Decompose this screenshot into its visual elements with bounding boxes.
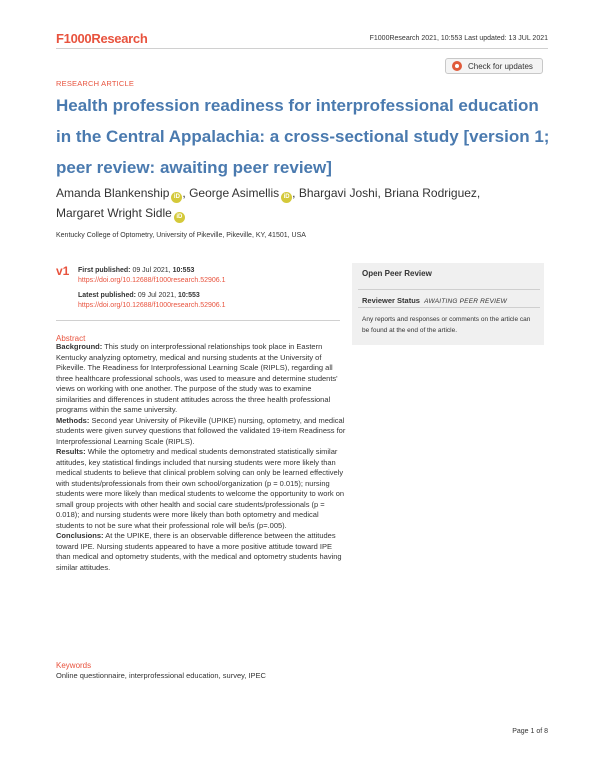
first-published-doi-link[interactable]: https://doi.org/10.12688/f1000research.52906.1 [78,276,226,284]
author-list: Amanda Blankenship iD , George Asimellis iD , Bhargavi Joshi, Briana Rodriguez, Margaret Wright Sidle iD [56,183,556,223]
orcid-icon[interactable]: iD [281,192,292,203]
latest-published-date: 09 Jul 2021, [137,292,177,299]
abstract-body [56,342,348,573]
article-title: Health profession readiness for interprofessional education in the Central Appalachia: a cross-sectional study [version 1; peer review: awaiting peer review] [56,96,550,177]
author-name[interactable]: Margaret Wright Sidle [56,206,172,220]
abstract-results: Results: While the optometry and medical students demonstrated statistically similar attitudes, key statistical findings included that nursing students were more likely than medical students to believe that clinical problem solving can only be learned effectively with students/professionals from their own school/organization (p = 0.015); nursing students were more likely than medical students to welcome the opportunity to work on small group projects with other health and social care students/professionals (p = 0.018); and nursing students were more likely than both optometry and medical students to not be sure what their professional role will be/is (p=.005). [56,447,345,530]
first-published-date: 09 Jul 2021, [132,267,171,274]
abstract-background: Background: This study on interprofessional relationships took place in Eastern Kentucky analyzing optometry, medical and nursing students at the University of Pikeville. The Readiness for Interprofessional Learning Scale (RIPLS), regarding all three healthcare professional schools, was used to measure and determine students' views on working with one another. The purpose of the study was to examine similarities and differences in student attitudes across the three health professional programs within the same university. [56,342,338,414]
article-type: RESEARCH ARTICLE [56,79,135,88]
reviewer-status-label: Reviewer Status [362,296,420,305]
check-for-updates-label: Check for updates [468,61,533,71]
latest-published-ref: 10:553 [178,292,200,299]
page-number: Page 1 of 8 [512,728,548,735]
journal-logo: F1000Research [56,31,148,46]
latest-published-label: Latest published: [78,292,136,299]
keywords-heading: Keywords [56,661,92,670]
abstract-methods: Methods: Second year University of Pikeville (UPIKE) nursing, optometry, and medical students were given survey questions that followed the validated 19-item Readiness for Interprofessional Learning Scale (RIPLS). [56,415,346,446]
peer-review-title: Open Peer Review [362,269,432,278]
author-name[interactable]: George Asimellis [189,186,280,200]
first-published [78,266,226,285]
first-published-label: First published: [78,267,131,274]
citation-line: F1000Research 2021, 10:553 Last updated: 13 JUL 2021 [369,35,548,42]
crossmark-icon [452,61,462,71]
reviewer-status [362,296,507,305]
peer-review-note: Any reports and responses or comments on the article can be found at the end of the article. [362,316,531,334]
abstract-heading: Abstract [56,334,86,343]
latest-published [78,291,226,310]
keywords-text: Online questionnaire, interprofessional education, survey, IPEC [56,671,266,680]
version-badge: v1 [56,264,70,278]
author-name[interactable]: Bhargavi Joshi [298,186,378,200]
orcid-icon[interactable]: iD [174,212,185,223]
author-name[interactable]: Amanda Blankenship [56,186,170,200]
first-published-ref: 10:553 [172,267,195,274]
author-name[interactable]: Briana Rodriguez [384,186,477,200]
peer-review-divider [358,289,540,290]
affiliation: Kentucky College of Optometry, University of Pikeville, Pikeville, KY, 41501, USA [56,232,306,239]
header-divider [56,48,548,49]
orcid-icon[interactable]: iD [171,192,182,203]
latest-published-doi-link[interactable]: https://doi.org/10.12688/f1000research.52906.1 [78,301,226,309]
reviewer-status-value: AWAITING PEER REVIEW [424,298,507,305]
peer-review-divider [358,307,540,308]
check-for-updates-button[interactable] [445,58,543,74]
pubinfo-divider [56,320,340,321]
abstract-conclusions: Conclusions: At the UPIKE, there is an observable difference between the attitudes toward IPE. Nursing students appeared to have a more positive attitude toward IPE than medical and optometry students, with the medical and optometry students having similar attitudes. [56,531,342,572]
